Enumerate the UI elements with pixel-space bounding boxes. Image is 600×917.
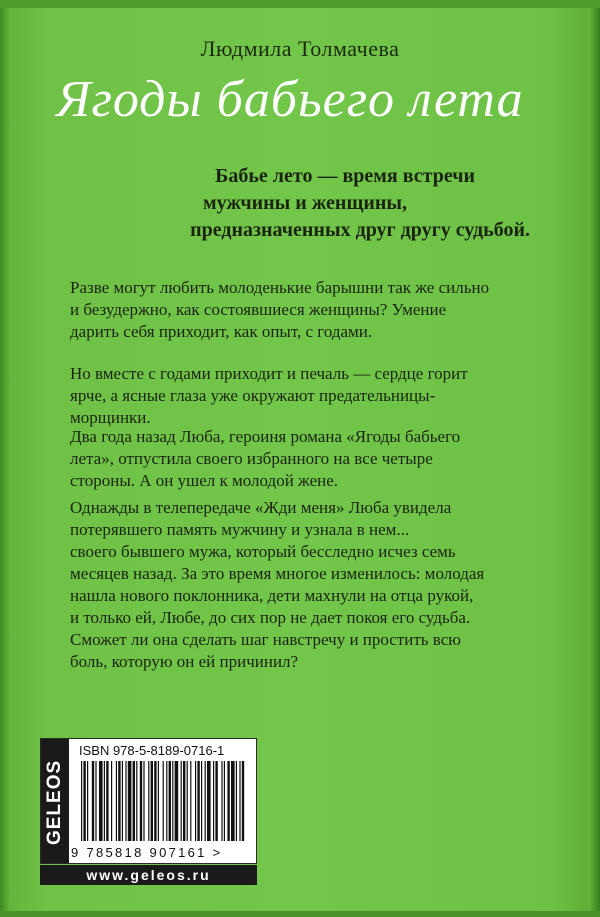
- barcode-bar: [183, 761, 185, 841]
- blurb-line: морщинки.: [70, 408, 151, 427]
- barcode-bar: [158, 761, 159, 841]
- barcode-digits: 9 785818 907161 >: [71, 845, 223, 860]
- publisher-website: www.geleos.ru: [40, 865, 257, 885]
- barcode-bar: [133, 761, 135, 841]
- blurb-line: и безудержно, как состоявшиеся женщины? Умение: [70, 300, 447, 319]
- blurb-line: Разве могут любить молоденькие барышни так же сильно: [70, 278, 490, 297]
- blurb-line: и только ей, Любе, до сих пор не дает покоя его судьба.: [70, 608, 471, 627]
- barcode-bar: [116, 761, 117, 841]
- barcode-bar: [95, 761, 96, 841]
- barcode-bar: [154, 761, 156, 841]
- barcode-bar: [227, 761, 229, 841]
- blurb-line: Два года назад Люба, героиня романа «Ягоды бабьего: [70, 427, 461, 446]
- cover-bottom-edge: [0, 911, 600, 917]
- barcode-bar: [201, 761, 202, 841]
- barcode-bar: [213, 761, 214, 841]
- barcode-bar: [148, 761, 149, 841]
- barcode-bar: [163, 761, 164, 841]
- blurb-line: Сможет ли она сделать шаг навстречу и простить всю: [70, 630, 461, 649]
- barcode-bar: [87, 761, 88, 841]
- barcode-bar: [172, 761, 173, 841]
- barcode-bar: [190, 761, 191, 841]
- barcode-bar: [224, 761, 225, 841]
- barcode-bar: [92, 761, 94, 841]
- barcode-bar: [104, 761, 105, 841]
- blurb-paragraph: [70, 277, 540, 343]
- blurb-line: ярче, а ясные глаза уже окружают предательницы-: [70, 386, 436, 405]
- barcode-bar: [128, 761, 132, 841]
- blurb-line: лета», отпустила своего избранного на все четыре: [70, 449, 433, 468]
- barcode-bar: [195, 761, 196, 841]
- cover-top-edge: [0, 0, 600, 8]
- barcode-bar: [181, 761, 182, 841]
- tagline-line: предназначенных друг другу судьбой.: [190, 219, 530, 241]
- barcode-bar: [81, 761, 82, 841]
- barcode-bar: [106, 761, 108, 841]
- barcode-bar: [215, 761, 217, 841]
- barcode-bar: [197, 761, 199, 841]
- tagline-line: Бабье лето — время встречи: [215, 165, 475, 187]
- barcode-bar: [236, 761, 237, 841]
- blurb-line: Но вместе с годами приходит и печаль — сердце горит: [70, 364, 468, 383]
- barcode-bar: [231, 761, 235, 841]
- barcode-bar: [136, 761, 137, 841]
- barcode-bar: [239, 761, 240, 841]
- barcode-bar: [99, 761, 103, 841]
- barcode-panel: [40, 738, 257, 864]
- blurb-paragraph: [70, 497, 540, 673]
- blurb-line: своего бывшего мужа, который бесследно исчез семь: [70, 542, 456, 561]
- barcode-bar: [83, 761, 85, 841]
- barcode-bar: [111, 761, 112, 841]
- blurb-line: стороны. А он ушел к молодой жене.: [70, 471, 339, 490]
- isbn-number: ISBN 978-5-8189-0716-1: [79, 743, 225, 758]
- barcode-bar: [175, 761, 179, 841]
- cover-right-edge: [588, 0, 600, 917]
- book-title: Ягоды бабьего лета: [56, 71, 524, 128]
- barcode-image: [79, 761, 249, 843]
- barcode-bar: [143, 761, 144, 841]
- barcode-bar: [187, 761, 188, 841]
- barcode-bar: [207, 761, 211, 841]
- barcode-bar: [205, 761, 206, 841]
- blurb-paragraph: [70, 363, 540, 429]
- publisher-logo-strip: [41, 739, 69, 863]
- barcode-bar: [140, 761, 142, 841]
- blurb-line: месяцев назад. За это время многое изменилось: молодая: [70, 564, 485, 583]
- blurb-line: боль, которую он ей причинил?: [70, 652, 299, 671]
- blurb-line: дарить себя приходит, как опыт, с годами.: [70, 322, 373, 341]
- tagline-line: мужчины и женщины,: [202, 192, 407, 214]
- barcode-bar: [221, 761, 222, 841]
- author-name: Людмила Толмачева: [200, 36, 400, 61]
- barcode-bar: [125, 761, 126, 841]
- barcode-bar: [122, 761, 123, 841]
- blurb-paragraph: [70, 426, 540, 492]
- barcode-bar: [118, 761, 120, 841]
- publisher-logo: GELEOS: [44, 759, 65, 845]
- blurb-line: потерявшего память мужчину и узнала в нем...: [70, 520, 410, 539]
- blurb-line: нашла нового поклонника, дети махнули на отца рукой,: [70, 586, 474, 605]
- barcode-bar: [169, 761, 171, 841]
- barcode-bar: [166, 761, 167, 841]
- cover-left-edge: [0, 0, 10, 917]
- tagline: [0, 163, 560, 244]
- barcode-bar: [151, 761, 153, 841]
- blurb-line: Однажды в телепередаче «Жди меня» Люба увидела: [70, 498, 452, 517]
- barcode-bar: [242, 761, 244, 841]
